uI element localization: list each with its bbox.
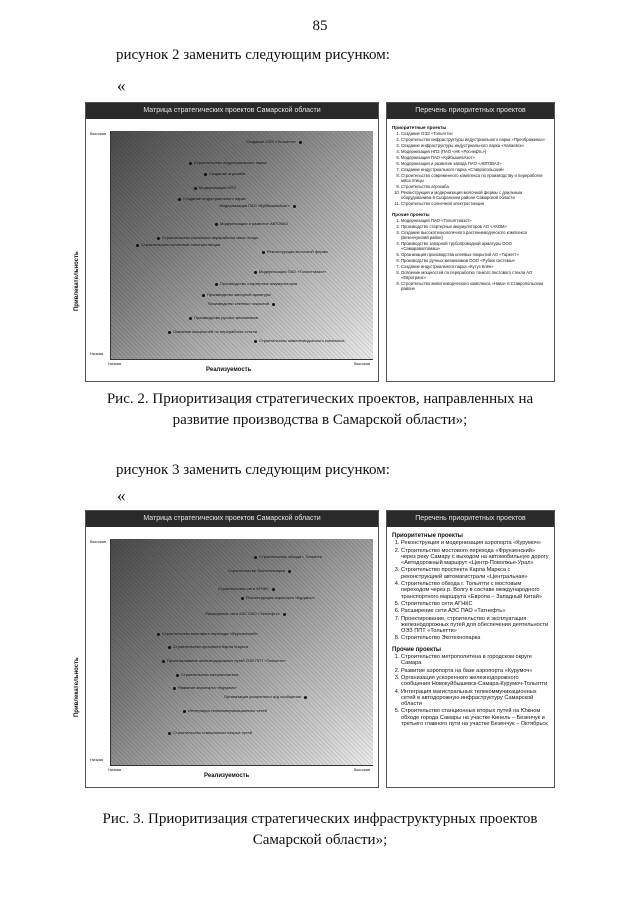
list-item: 8. Строительство современного комплекса по производству и переработке мяса птицы: [401, 173, 549, 183]
figure2-y-low: Низкая: [90, 351, 104, 356]
figure3-x-axis-label: Реализуемость: [204, 773, 250, 779]
project-label: Создание индустриального парка: [183, 196, 246, 201]
figure3-open-quote: «: [117, 486, 126, 505]
project-label: Создание ОЭЗ «Тольятти»: [246, 139, 296, 144]
project-marker: [254, 271, 257, 274]
project-label: Строительство станционных вторых путей: [173, 730, 252, 735]
project-label: Строительство индустриального парка: [194, 160, 267, 165]
project-label: Строительство солнечной электростанции: [141, 242, 221, 247]
project-label: Модернизация и развитие АВТОВАЗ: [220, 221, 288, 226]
project-marker: [168, 331, 171, 334]
project-marker: [189, 317, 192, 320]
figure2-caption: [60, 389, 580, 431]
project-marker: [283, 613, 286, 616]
project-label: Строительство сети АГНКС: [217, 586, 269, 591]
project-marker: [262, 251, 265, 254]
project-label: Модернизация ПАО «Тольяттиазот»: [259, 269, 327, 274]
figure3-other-heading: Прочие проекты: [392, 646, 442, 653]
list-item: 1. Строительство метрополитена в городском округе Самара: [401, 654, 549, 667]
list-item: 9. Строительство животноводческого комплекса «Нива» в Ставропольском районе: [401, 281, 549, 291]
project-label: Производство ручных механизмов: [194, 315, 259, 320]
list-item: 4. Производство запорной трубопроводной арматуры ООО «Самараволгомаш»: [401, 241, 549, 251]
project-marker: [168, 646, 171, 649]
project-label: Производство клеевых покрытий: [207, 301, 269, 306]
figure3-matrix: [74, 510, 379, 788]
project-marker: [194, 187, 197, 190]
figure3-other-items: [392, 654, 549, 727]
list-item: 2. Производство стартерных аккумуляторов АО «АКОМ»: [401, 224, 549, 229]
project-label: Расширение сети АЗС ПАО «Татнефть»: [205, 611, 280, 616]
list-item: 3. Строительство проспекта Карла Маркса с реконструкцией автомагистрали «Центральная»: [401, 567, 549, 580]
figure2-y-high: Высокая: [90, 131, 107, 136]
figure2-plot-area: [110, 131, 373, 360]
list-item: 4. Модернизация НПЗ (ПАО «НК «Роснефть»): [401, 149, 549, 154]
project-label: Реконструкция аэропорта «Курумоч»: [246, 595, 315, 600]
list-item: 1. Создание ОЭЗ «Тольятти»: [401, 131, 549, 136]
project-label: Проектирование железнодорожных путей ОЭЗ ППТ «Тольятти»: [167, 658, 286, 663]
project-marker: [189, 162, 192, 165]
project-marker: [204, 173, 207, 176]
project-marker: [272, 303, 275, 306]
project-label: Производство запорной арматуры: [207, 292, 271, 297]
project-label: Строительство мостового перехода «Фрунзенский»: [162, 631, 258, 636]
figure2-instruction: рисунок 2 заменить следующим рисунком:: [116, 47, 390, 63]
figure3-priority-heading: Приоритетные проекты: [392, 533, 463, 539]
figure2-other-items: [392, 218, 549, 291]
figure2-caption-line1: Рис. 2. Приоритизация стратегических проектов, направленных на: [106, 391, 534, 407]
figure3-caption: [60, 809, 580, 851]
project-label: Строительство обхода г. Тольятти: [259, 554, 323, 559]
project-label: Организация ускоренного ж/д сообщения: [223, 694, 301, 699]
list-item: 4. Интеграция магистральных телекоммуникационных сетей в автодорожную инфраструктуру Самарской области: [401, 689, 549, 708]
list-item: 7. Создание индустриального парка «Кутуз Клён»: [401, 264, 549, 269]
figure2-open-quote: «: [117, 76, 126, 95]
figure2-caption-line2: развитие производства в Самарской области»;: [172, 412, 468, 428]
project-label: Строительство животноводческого комплекса: [259, 338, 345, 343]
figure3-y-axis-label: Привлекательность: [74, 657, 80, 717]
figure3-x-low: Низкая: [108, 767, 122, 772]
project-marker: [304, 696, 307, 699]
list-item: 10. Реконструкция и модернизация молочной фермы с доильным оборудованием в Сызранском районе Самарской области: [401, 190, 549, 200]
project-label: Строительство метрополитена: [181, 672, 239, 677]
figure2-list-title: Перечень приоритетных проектов: [387, 103, 554, 119]
figure2-priority-list: [386, 102, 555, 382]
project-marker: [176, 674, 179, 677]
project-label: Реконструкция молочной фермы: [267, 249, 329, 254]
list-item: 4. Строительство обхода г. Тольятти с мостовым переходом через р. Волгу в составе международного транспортного маршрута «Европа – Западный Китай»: [401, 581, 549, 600]
project-marker: [168, 732, 171, 735]
project-label: Создание агрохаба: [209, 171, 245, 176]
list-item: 8. Строительство Экотехнопарка: [401, 635, 549, 641]
page-number: 85: [312, 18, 328, 34]
figure2-priority-heading: Приоритетные проекты: [392, 125, 447, 130]
figure3-caption-line1: Рис. 3. Приоритизация стратегических инфраструктурных проектов: [102, 811, 538, 827]
project-marker: [173, 687, 176, 690]
figure3-y-low: Низкая: [90, 757, 104, 762]
project-marker: [215, 283, 218, 286]
project-marker: [202, 294, 205, 297]
figure2-x-high: Высокая: [354, 361, 371, 366]
list-item: 3. Организация ускоренного железнодорожного сообщения Новокуйбышевск-Самара-Курумоч-Тольятти: [401, 675, 549, 688]
list-item: 2. Строительство мостового перехода «Фрунзенский» через реку Самару с выходом на автомобильную дорогу «Автодорожный маршрут «Центр-Поволжье-Урал»: [401, 548, 549, 567]
list-item: 7. Проектирование, строительство и эксплуатация железнодорожных путей для обеспечения деятельности ОЭЗ ППТ «Тольятти»: [401, 616, 549, 635]
project-label: Модернизация ПАО «КуйбышевАзот»: [219, 203, 290, 208]
figure3-matrix-title: Матрица стратегических проектов Самарской области: [86, 511, 378, 527]
list-item: 7. Создание индустриального парка «Ставропольский»: [401, 167, 549, 172]
list-item: 1. Модернизация ПАО «Тольяттиазот»: [401, 218, 549, 223]
figure3-x-high: Высокая: [354, 767, 371, 772]
figure2-matrix: [74, 102, 379, 382]
list-item: 2. Развитие аэропорта на базе аэропорта «Курумоч»: [401, 668, 549, 674]
figure2-matrix-title: Матрица стратегических проектов Самарской области: [86, 103, 378, 119]
project-marker: [241, 597, 244, 600]
project-marker: [293, 205, 296, 208]
project-label: Строительство комплекса переработки мяса птицы: [162, 235, 258, 240]
list-item: 6. Модернизация и развитие завода ПАО «АВТОВАЗ»: [401, 161, 549, 166]
project-marker: [136, 244, 139, 247]
list-item: 11. Строительство солнечной электростанции: [401, 201, 549, 206]
project-label: Строительство Экотехнопарка: [228, 568, 285, 573]
list-item: 6. Производство ручных механизмов ООО «Рубеж системы»: [401, 258, 549, 263]
project-marker: [254, 340, 257, 343]
list-item: 1. Реконструкция и модернизация аэропорта «Курумоч»: [401, 540, 549, 546]
project-label: Строительство проспекта Карла Маркса: [173, 644, 249, 649]
project-marker: [178, 198, 181, 201]
list-item: 6. Расширение сети АЗС ПАО «Татнефть»: [401, 608, 549, 614]
figure2-y-axis-label: Привлекательность: [74, 251, 80, 311]
list-item: 3. Создание высокотехнологичного растениеводческого комплекса (Безенчукский район): [401, 230, 549, 240]
project-marker: [254, 556, 257, 559]
project-marker: [272, 588, 275, 591]
project-marker: [183, 710, 186, 713]
project-label: Развитие аэропорта «Курумоч»: [178, 685, 237, 690]
figure3-y-high: Высокая: [90, 539, 107, 544]
project-marker: [288, 570, 291, 573]
figure3-priority-items: [392, 540, 549, 641]
figure2-priority-items: [392, 131, 549, 206]
project-label: Интеграция телекоммуникационных сетей: [188, 708, 267, 713]
project-marker: [215, 223, 218, 226]
list-item: 2. Строительство инфраструктуры индустриального парка «Преображенка»: [401, 137, 549, 142]
project-marker: [162, 660, 165, 663]
list-item: 5. Строительство сети АГНКС: [401, 601, 549, 607]
figure3-list-title: Перечень приоритетных проектов: [387, 511, 554, 527]
list-item: 3. Создание инфраструктуры индустриального парка «Чапаевск»: [401, 143, 549, 148]
figure3-plot-area: [110, 539, 373, 766]
figure2-other-heading: Прочие проекты: [392, 212, 430, 217]
list-item: 5. Организация производства клеевых покрытий АО «Таркетт»: [401, 252, 549, 257]
figure2-x-axis-label: Реализуемость: [206, 367, 252, 373]
project-marker: [157, 237, 160, 240]
list-item: 5. Модернизация ПАО «КуйбышевАзот»: [401, 155, 549, 160]
list-item: 5. Строительство станционных вторых путей на Южном обходе города Самары на участке Кинель – Безенчук и третьего главного пути на участке Безенчук – Октябрьск: [401, 708, 549, 727]
project-label: Модернизация НПЗ: [199, 185, 236, 190]
figure2-x-low: Низкая: [108, 361, 122, 366]
figure3-instruction: рисунок 3 заменить следующим рисунком:: [116, 462, 390, 478]
list-item: 9. Строительство агрохаба: [401, 184, 549, 189]
project-marker: [157, 633, 160, 636]
project-label: Освоение мощностей по переработке стекла: [173, 329, 258, 334]
project-label: Производство стартерных аккумуляторов: [220, 281, 298, 286]
list-item: 8. Освоение мощностей по переработке тонкого листового стекла АО «Евротранс»: [401, 270, 549, 280]
figure3-caption-line2: Самарской области»;: [252, 832, 388, 848]
project-marker: [299, 141, 302, 144]
figure3-priority-list: [386, 510, 555, 788]
